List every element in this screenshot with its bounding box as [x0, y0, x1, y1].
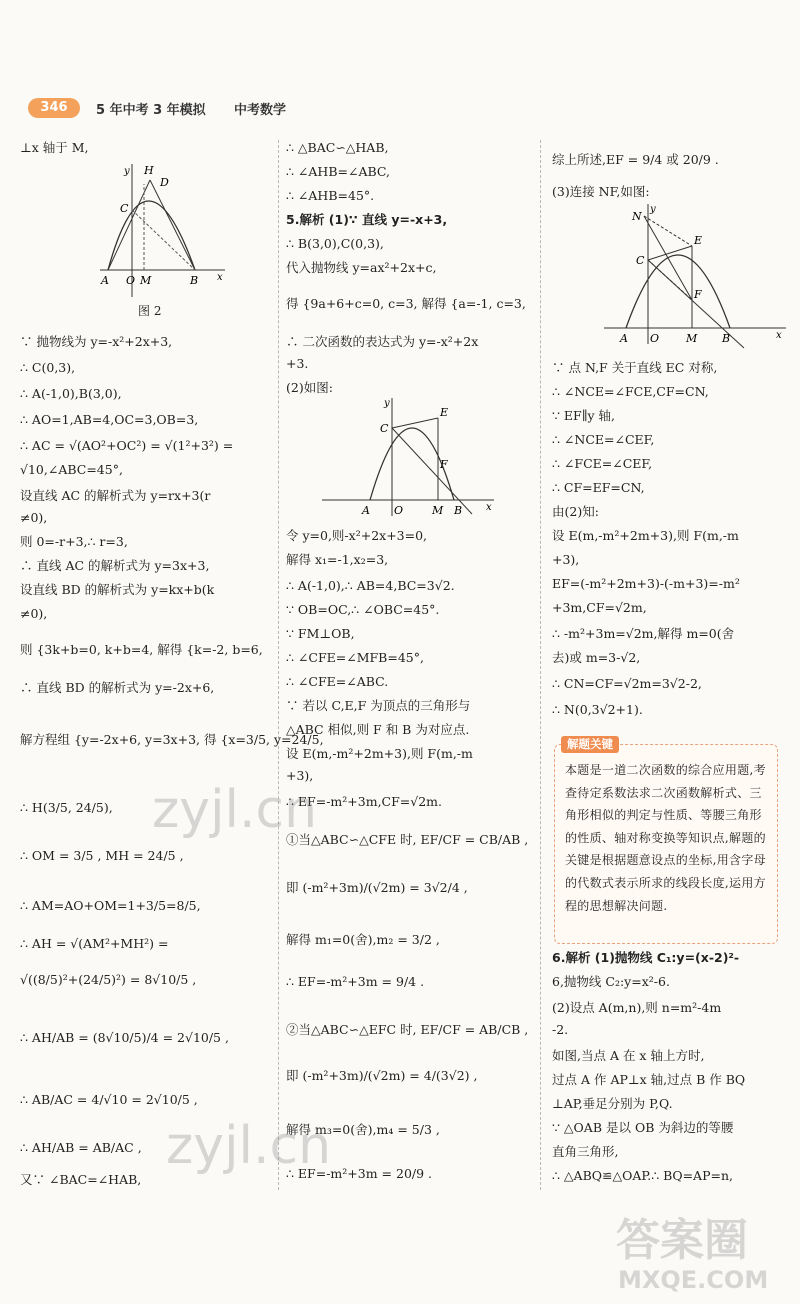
text-line: 去)或 m=3-√2,	[552, 650, 641, 665]
text-line: ∴ ∠CFE=∠MFB=45°,	[286, 650, 424, 665]
text-line: ∵ EF∥y 轴,	[552, 408, 616, 423]
text-line: 则 {3k+b=0, k+b=4, 解得 {k=-2, b=6,	[20, 642, 263, 657]
point-label: O	[650, 332, 660, 345]
text-line: ∴ OM = 3/5 , MH = 24/5 ,	[20, 848, 184, 863]
text-line: ∴ AH/AB = (8√10/5)/4 = 2√10/5 ,	[20, 1030, 229, 1045]
text-line: ∴ 二次函数的表达式为 y=-x²+2x	[286, 334, 479, 349]
text-line: ∴ ∠AHB=∠ABC,	[286, 164, 390, 179]
point-label: C	[380, 422, 389, 435]
text-line: ∵ FM⊥OB,	[286, 626, 355, 641]
text-line: (2)设点 A(m,n),则 n=m²-4m	[552, 1000, 722, 1015]
point-label: E	[694, 234, 703, 247]
text-line: ∵ OB=OC,∴ ∠OBC=45°.	[286, 602, 440, 617]
text-line: ∴ AO=1,AB=4,OC=3,OB=3,	[20, 412, 199, 427]
text-line: ⊥x 轴于 M,	[20, 140, 89, 155]
text-line: -2.	[552, 1022, 569, 1037]
text-line: ∴ H(3/5, 24/5),	[20, 800, 113, 815]
text-line: ∴ CF=EF=CN,	[552, 480, 645, 495]
key-points-box	[554, 737, 778, 944]
text-line: ∴ CN=CF=√2m=3√2-2,	[552, 676, 702, 691]
text-line: ②当△ABC∽△EFC 时, EF/CF = AB/CB ,	[286, 1022, 529, 1037]
page-number: 346	[28, 98, 80, 118]
text-line: ①当△ABC∽△CFE 时, EF/CF = CB/AB ,	[286, 832, 529, 847]
text-line: 代入抛物线 y=ax²+2x+c,	[286, 260, 437, 275]
text-line: ∴ EF=-m²+3m = 20/9 .	[286, 1166, 433, 1181]
text-line: △ABC 相似,则 F 和 B 为对应点.	[286, 722, 470, 737]
text-line: 则 0=-r+3,∴ r=3,	[20, 534, 128, 549]
text-line: ∵ △OAB 是以 OB 为斜边的等腰	[552, 1120, 734, 1135]
point-label: A	[362, 504, 370, 517]
text-line: EF=(-m²+2m+3)-(-m+3)=-m²	[552, 576, 740, 591]
text-line: 解得 m₁=0(舍),m₂ = 3/2 ,	[286, 932, 440, 947]
watermark: 答案圈	[616, 1215, 748, 1266]
text-line: ∵ 点 N,F 关于直线 EC 对称,	[552, 360, 718, 375]
text-line: +3.	[286, 356, 309, 371]
point-label: O	[126, 274, 136, 287]
text-line: 过点 A 作 AP⊥x 轴,过点 B 作 BQ	[552, 1072, 746, 1087]
key-points-text: 本题是一道二次函数的综合应用题,考查待定系数法求二次函数解析式、三角形相似的判定与性质、等腰三角形的性质、轴对称变换等知识点,解题的关键是根据题意设点的坐标,用含字母的代数式表示所求的线段长度,运用方程的思想解决问题.	[565, 763, 766, 913]
text-line: 解方程组 {y=-2x+6, y=3x+3, 得 {x=3/5, y=24/5,	[20, 732, 324, 747]
text-line: ∴ -m²+3m=√2m,解得 m=0(舍	[552, 626, 735, 641]
point-label: B	[722, 332, 731, 345]
text-line: (2)如图:	[286, 380, 333, 395]
watermark: MXQE.COM	[618, 1266, 769, 1294]
text-line: 设直线 AC 的解析式为 y=rx+3(r	[20, 488, 211, 503]
text-line: ∴ A(-1,0),∴ AB=4,BC=3√2.	[286, 578, 455, 593]
point-label: M	[432, 504, 444, 517]
text-line: ∴ 直线 AC 的解析式为 y=3x+3,	[20, 558, 210, 573]
text-line: 设 E(m,-m²+2m+3),则 F(m,-m	[552, 528, 739, 543]
point-label: M	[140, 274, 152, 287]
text-line: ≠0),	[20, 510, 48, 525]
text-line: ∴ C(0,3),	[20, 360, 76, 375]
text-line: ∴ ∠NCE=∠FCE,CF=CN,	[552, 384, 709, 399]
text-line: 综上所述,EF = 9/4 或 20/9 .	[552, 152, 719, 167]
book-title: 5 年中考 3 年模拟	[96, 103, 206, 118]
point-label: E	[440, 406, 449, 419]
text-line: ∴ AB/AC = 4/√10 = 2√10/5 ,	[20, 1092, 198, 1107]
text-line: 如图,当点 A 在 x 轴上方时,	[552, 1048, 705, 1063]
axis-y-label: y	[384, 398, 390, 409]
text-line: ≠0),	[20, 606, 48, 621]
text-line: (3)连接 NF,如图:	[552, 184, 650, 199]
point-label: F	[694, 288, 702, 301]
text-line: 6,抛物线 C₂:y=x²-6.	[552, 974, 670, 989]
text-line: +3m,CF=√2m,	[552, 600, 647, 615]
text-line: ∴ AH = √(AM²+MH²) =	[20, 936, 169, 951]
subject-title: 中考数学	[234, 103, 287, 118]
text-line: 即 (-m²+3m)/(√2m) = 3√2/4 ,	[286, 880, 468, 895]
axis-x-label: x	[217, 272, 223, 283]
text-line: 解得 x₁=-1,x₂=3,	[286, 552, 389, 567]
point-label: N	[632, 210, 642, 223]
point-label: A	[101, 274, 109, 287]
text-line: √((8/5)²+(24/5)²) = 8√10/5 ,	[20, 972, 197, 987]
column-divider	[278, 140, 279, 1190]
text-line: √10,∠ABC=45°,	[20, 462, 123, 477]
text-line: ∴ AM=AO+OM=1+3/5=8/5,	[20, 898, 201, 913]
point-label: C	[120, 202, 129, 215]
point-label: M	[686, 332, 698, 345]
text-line: ∴ 直线 BD 的解析式为 y=-2x+6,	[20, 680, 215, 695]
text-line: ∴ ∠AHB=45°.	[286, 188, 375, 203]
column-divider	[540, 140, 541, 1190]
axis-x-label: x	[776, 330, 782, 341]
axis-x-label: x	[486, 502, 492, 513]
text-line: ∴ EF=-m²+3m = 9/4 .	[286, 974, 425, 989]
text-line: 设 E(m,-m²+2m+3),则 F(m,-m	[286, 746, 473, 761]
text-line: ∴ EF=-m²+3m,CF=√2m.	[286, 794, 442, 809]
text-line: +3),	[286, 768, 314, 783]
page-header	[28, 96, 768, 120]
text-line: ∴ △BAC∽△HAB,	[286, 140, 389, 155]
axis-y-label: y	[650, 204, 656, 215]
text-line: 直角三角形,	[552, 1144, 619, 1159]
text-line: 又∵ ∠BAC=∠HAB,	[20, 1172, 142, 1187]
figure-caption: 图 2	[138, 304, 162, 318]
watermark: zyjl.cn	[152, 780, 318, 840]
text-line: ∴ A(-1,0),B(3,0),	[20, 386, 122, 401]
text-line: 解得 m₃=0(舍),m₄ = 5/3 ,	[286, 1122, 440, 1137]
point-label: B	[454, 504, 463, 517]
axis-y-label: y	[124, 166, 130, 177]
text-line: 令 y=0,则-x²+2x+3=0,	[286, 528, 428, 543]
point-label: D	[160, 176, 169, 189]
solution-5-heading: 5.解析 (1)∵ 直线 y=-x+3,	[286, 212, 448, 227]
text-line: ∴ AH/AB = AB/AC ,	[20, 1140, 142, 1155]
text-line: ∴ ∠FCE=∠CEF,	[552, 456, 653, 471]
text-line: +3),	[552, 552, 580, 567]
text-line: ∵ 若以 C,E,F 为顶点的三角形与	[286, 698, 471, 713]
figure-2	[100, 162, 230, 302]
point-label: O	[394, 504, 404, 517]
point-label: F	[440, 458, 448, 471]
solution-6-heading: 6.解析 (1)抛物线 C₁:y=(x-2)²-	[552, 950, 740, 965]
text-line: ∴ ∠NCE=∠CEF,	[552, 432, 655, 447]
figure-q5	[322, 396, 502, 520]
point-label: H	[144, 164, 154, 177]
text-line: 得 {9a+6+c=0, c=3, 解得 {a=-1, c=3,	[286, 296, 526, 311]
point-label: A	[620, 332, 628, 345]
text-line: ∴ ∠CFE=∠ABC.	[286, 674, 389, 689]
point-label: C	[636, 254, 645, 267]
text-line: ⊥AP,垂足分别为 P,Q.	[552, 1096, 673, 1111]
text-line: ∵ 抛物线为 y=-x²+2x+3,	[20, 334, 173, 349]
point-label: B	[190, 274, 199, 287]
figure-q6	[604, 202, 794, 352]
text-line: ∴ △ABQ≌△OAP.∴ BQ=AP=n,	[552, 1168, 733, 1183]
text-line: ∴ AC = √(AO²+OC²) = √(1²+3²) =	[20, 438, 234, 453]
key-points-tag: 解题关键	[561, 736, 619, 753]
text-line: 设直线 BD 的解析式为 y=kx+b(k	[20, 582, 215, 597]
text-line: 即 (-m²+3m)/(√2m) = 4/(3√2) ,	[286, 1068, 478, 1083]
watermark: zyjl.cn	[166, 1116, 332, 1176]
text-line: ∴ N(0,3√2+1).	[552, 702, 643, 717]
text-line: 由(2)知:	[552, 504, 599, 519]
text-line: ∴ B(3,0),C(0,3),	[286, 236, 384, 251]
